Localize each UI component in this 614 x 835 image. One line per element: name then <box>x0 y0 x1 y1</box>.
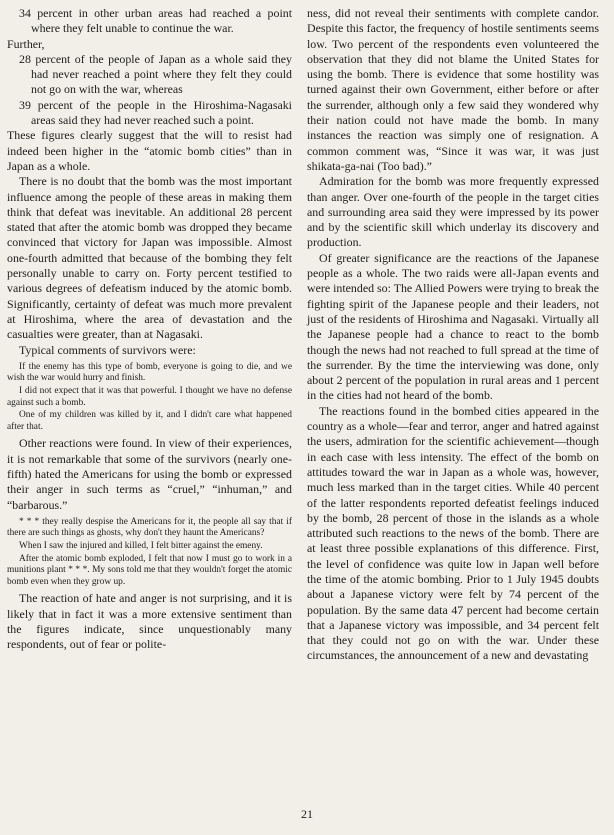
page-number: 21 <box>301 807 313 821</box>
survivor-quote: After the atomic bomb exploded, I felt that now I must go to work in a munitions plant * * *. My sons told me that they wouldn't forget the atomic bomb even when they grow up. <box>7 553 292 587</box>
survivor-quote: I did not expect that it was that powerful. I thought we have no defense against such a bomb. <box>7 386 292 408</box>
paragraph: Admiration for the bomb was more frequently expressed than anger. Over one-fourth of the people in the target cities and surrounding area said they were impressed by its power and by the scientific skill which underlay its discovery and production. <box>307 174 599 250</box>
paragraph: The reaction of hate and anger is not surprising, and it is likely that in fact it was a more extensive sentiment than the figures indicate, since unquestionably many respondents, out of fear or polite- <box>7 591 292 652</box>
survivor-quote: If the enemy has this type of bomb, everyone is going to die, and we wish the war would hurry and finish. <box>7 361 292 384</box>
left-column <box>7 6 292 653</box>
survivor-quote: When I saw the injured and killed, I felt bitter against the emeny. <box>19 541 263 552</box>
list-item: 34 percent in other urban areas had reached a point where they felt unable to continue the war. <box>19 6 292 36</box>
paragraph: The reactions found in the bombed cities appeared in the country as a whole—fear and terror, anger and hatred against the users, admiration for the scientific achievement—though in each case with less intensity. The effect of the bomb on attitudes toward the war in Japan as a whole was, however, much less marked than in the target cities. While 40 percent of the latter respondents reported defeatist feelings induced by the bomb, 28 percent of those in the islands as a whole attributed such reactions to the news of the bomb. There are at least three possible explanations of this difference. First, the level of confidence was quite low in Japan well before the time of the atomic bombing. Prior to 1 July 1945 doubts about a Japanese victory were felt by 74 percent of the population. By the same data 47 percent had become certain that a Japanese victory was impossible, and 34 percent felt that they could not go on with the war. Under these circumstances, the announcement of a new and devastating <box>307 403 599 663</box>
paragraph: Of greater significance are the reactions of the Japanese people as a whole. The two raids were all-Japan events and were intended so: The Allied Powers were trying to break the fighting spirit of the Japanese people and their leaders, not just of the residents of Hiroshima and Nagasaki. Virtually all the Japanese people had a chance to react to the bomb though the news had not reached to full spread at the time of the surrender. By the time the interviewing was done, only about 2 percent of the population in rural areas and 1 percent in the cities had not heard of the bomb. <box>307 250 599 403</box>
right-column <box>307 6 599 664</box>
paragraph: Other reactions were found. In view of their experiences, it is not remarkable that some of the survivors (nearly one-fifth) hated the Americans for using the bomb or expressed their anger in such terms as “cruel,” “inhuman,” and “barbarous.” <box>7 436 292 512</box>
paragraph: There is no doubt that the bomb was the most important influence among the people of these areas in making them think that defeat was inevitable. An additional 28 percent stated that after the atomic bomb was dropped they became convinced that victory for Japan was impossible. Almost one-fourth admitted that because of the bombing they felt personally unable to carry on. Forty percent testified to various degrees of defeatism induced by the atomic bomb. Significantly, certainty of defeat was much more prevalent at Hiroshima, where the area of devastation and the casualties were greater, than at Nagasaki. <box>7 174 292 342</box>
paragraph: These figures clearly suggest that the will to resist had indeed been higher in the “atomic bomb cities” than in Japan as a whole. <box>7 128 292 173</box>
paragraph: Further, <box>7 36 45 51</box>
paragraph: ness, did not reveal their sentiments with complete candor. Despite this factor, the frequency of hostile sentiments seems low. Two percent of the respondents even volunteered the observation that they did not blame the United States for using the bomb. There is evidence that some hostility was turned against their own Government, either before or after the surrender, although only a few said they wondered why their nation could not have made the bomb. In many instances the reaction was simply one of resignation. A common comment was, “Since it was war, it was just shikata-ga-nai (Too bad).” <box>307 6 599 173</box>
paragraph: Typical comments of survivors were: <box>19 342 196 357</box>
survivor-quote: * * * they really despise the Americans for it, the people all say that if there are such things as ghosts, why don't they haunt the Americans? <box>7 516 292 539</box>
list-item: 39 percent of the people in the Hiroshima-Nagasaki areas said they had never reached such a point. <box>19 97 292 128</box>
list-item: 28 percent of the people of Japan as a whole said they had never reached a point where they felt they could not go on with the war, whereas <box>19 51 292 97</box>
survivor-quote: One of my children was killed by it, and I didn't care what happened after that. <box>7 410 292 432</box>
